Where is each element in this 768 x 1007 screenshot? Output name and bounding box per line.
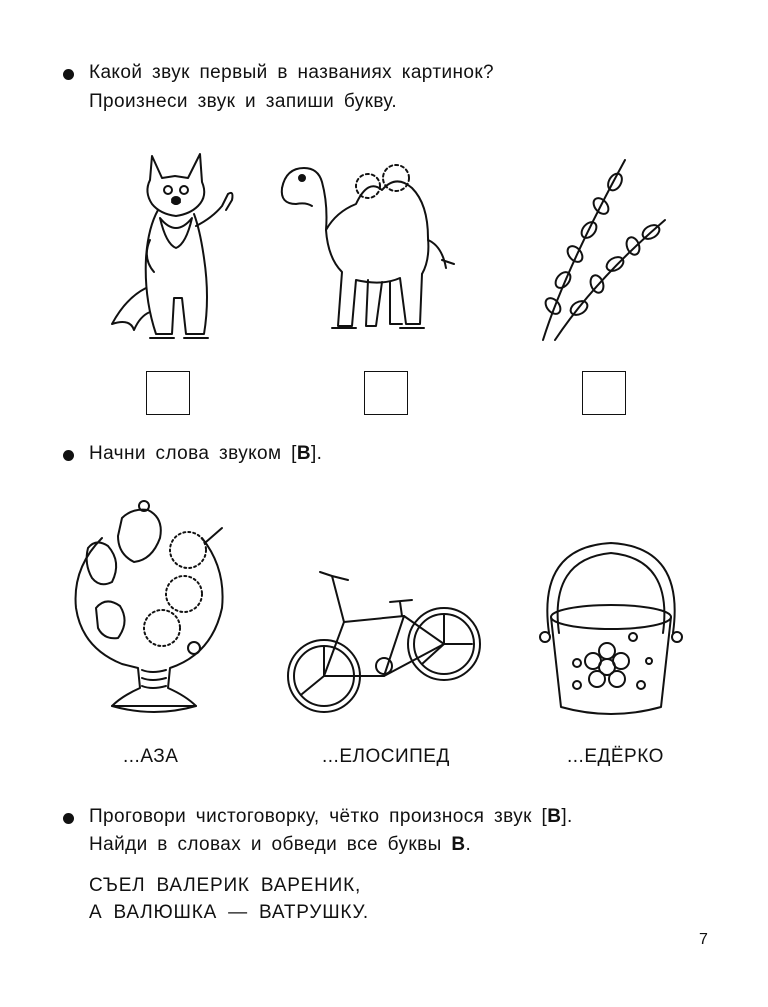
task1-instruction-line1: Какой звук первый в названиях картинок?	[89, 62, 495, 83]
task1-instruction-line2: Произнеси звук и запиши букву.	[89, 91, 398, 112]
word-velosiped: ...ЕЛОСИПЕД	[322, 746, 450, 767]
task2-bullet	[63, 450, 74, 461]
word-vaza: ...АЗА	[123, 746, 179, 767]
task3-line1-before: Проговори чистоговорку, чётко произнося звук [	[89, 806, 548, 827]
fruit-vase-icon	[72, 498, 242, 718]
page-number: 7	[699, 931, 708, 948]
willow-branch-icon	[515, 150, 675, 345]
task3-instruction-line2	[89, 834, 471, 856]
rhyme-line1: СЪЕЛ ВАЛЕРИК ВАРЕНИК,	[89, 875, 362, 896]
task3-line1-sound: В	[547, 806, 562, 827]
answer-box-3[interactable]	[582, 371, 626, 415]
task2-text-after: ].	[310, 443, 323, 464]
task2-instruction	[89, 443, 322, 465]
task1-bullet	[63, 69, 74, 80]
task3-line2-letter: В	[451, 834, 466, 855]
task3-line2-after: .	[465, 834, 472, 855]
camel-icon	[272, 148, 462, 348]
task3-line2-before: Найди в словах и обведи все буквы	[89, 834, 452, 855]
answer-box-1[interactable]	[146, 371, 190, 415]
word-vederko: ...ЕДЁРКО	[567, 746, 664, 767]
answer-box-2[interactable]	[364, 371, 408, 415]
bucket-icon	[537, 537, 687, 719]
wolf-icon	[100, 148, 250, 353]
task3-instruction-line1	[89, 806, 573, 828]
bicycle-icon	[282, 566, 482, 716]
task2-text-before: Начни слова звуком [	[89, 443, 297, 464]
task3-bullet	[63, 813, 74, 824]
task2-sound: В	[296, 443, 311, 464]
rhyme-line2: А ВАЛЮШКА — ВАТРУШКУ.	[89, 902, 369, 923]
task3-line1-after: ].	[561, 806, 573, 827]
